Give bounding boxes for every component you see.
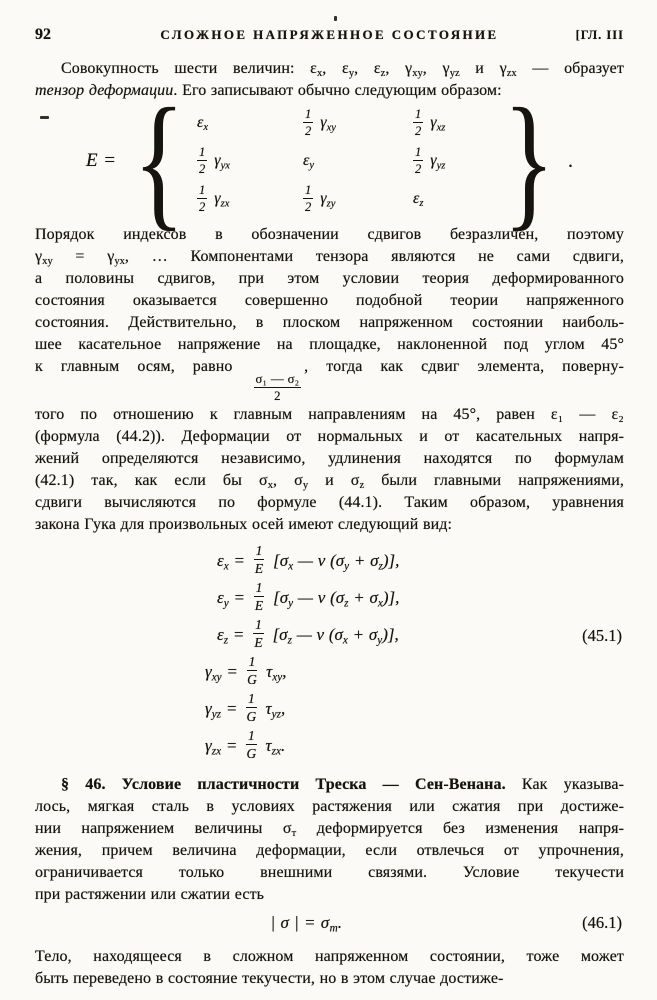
text-line: § 46. Условие пластичности Треска — Сен-Венана. Как указыва- bbox=[61, 775, 624, 793]
closing-paragraph bbox=[35, 946, 624, 990]
fraction: $\frac{1}{E}$ bbox=[254, 543, 264, 577]
text-line: жений определяются независимо, удлинения находятся по формулам bbox=[35, 449, 624, 467]
fraction: $\frac{1}{G}$ bbox=[246, 691, 257, 725]
scan-artifact-dot bbox=[334, 16, 337, 21]
text-line: тензор деформации. Его записывают обычно следующим образом: bbox=[35, 82, 502, 99]
left-brace: { bbox=[133, 78, 185, 244]
text-line: закона Гука для произвольных осей имеют следующий вид: bbox=[35, 515, 453, 533]
page-header bbox=[35, 26, 624, 48]
fraction: $\frac{1}{2}$ bbox=[199, 144, 206, 176]
text-line: $\gamma_{xy}$ = $\frac{1}{G}$ $\tau_{xy}$, bbox=[205, 654, 287, 688]
text-line: $\varepsilon_z$ = $\frac{1}{E}$ [$\sigma_z$ — ν $(\sigma_x + \sigma_y)$], bbox=[217, 617, 399, 651]
running-title: СЛОЖНОЕ НАПРЯЖЕННОЕ СОСТОЯНИЕ bbox=[160, 27, 499, 42]
text-line: лось, мягкая сталь в условиях растяжения или сжатия при достиже- bbox=[35, 797, 624, 815]
text-line: к главным осям, равно $\frac{\text{σ₁ — σ₂}}{2}$ , тогда как сдвиг элемента, поверну- bbox=[35, 358, 624, 404]
fraction: $\frac{1}{G}$ bbox=[246, 728, 257, 762]
matrix-cell: $\varepsilon_z$ bbox=[413, 190, 424, 210]
matrix-cell: $\frac{1}{2}$ $\gamma_{zx}$ bbox=[199, 182, 230, 214]
text-line: Тело, находящееся в сложном напряженном состоянии, тоже может bbox=[35, 947, 624, 965]
text-line: а половины сдвигов, при этом условии теория деформированного bbox=[35, 270, 624, 287]
equation-number-46-1: (46.1) bbox=[582, 912, 622, 932]
matrix-cell: $\frac{1}{2}$ $\gamma_{yx}$ bbox=[199, 144, 230, 176]
chapter-ref: [ГЛ. III bbox=[575, 28, 624, 42]
text-line: ограничивается только внешними связями. Условие текучести bbox=[35, 863, 624, 881]
text-line: состояния оказывается совершенно подобной теории напряженного bbox=[35, 292, 624, 309]
fraction: $\frac{1}{E}$ bbox=[254, 580, 264, 614]
yield-condition-formula: | σ | = $\sigma_т$. bbox=[270, 912, 343, 935]
normal-strain-equations bbox=[35, 542, 624, 653]
text-line: $\gamma_{yz}$ = $\frac{1}{G}$ $\tau_{yz}$, bbox=[205, 691, 286, 725]
fraction: $\frac{1}{2}$ bbox=[199, 182, 206, 214]
matrix-cell: $\frac{1}{2}$ $\gamma_{xy}$ bbox=[305, 106, 336, 138]
matrix-period: . bbox=[568, 149, 574, 172]
text-line: шее касательное напряжение на площадке, наклоненной под углом 45° bbox=[35, 336, 624, 353]
scan-artifact-dash bbox=[40, 116, 49, 119]
text-line: сдвиги вычисляются по формуле (44.1). Таким образом, уравнения bbox=[35, 493, 624, 511]
text-line: состояния. Действительно, в плоском напряженном состоянии наиболь- bbox=[35, 314, 624, 331]
text-line: $\varepsilon_x$ = $\frac{1}{E}$ [$\sigma_x$ — ν $(\sigma_y + \sigma_z)$], bbox=[217, 543, 400, 577]
shear-strain-equations bbox=[35, 653, 624, 764]
right-brace: } bbox=[503, 78, 555, 244]
text-line: того по отношению к главным направлениям на 45°, равен ε₁ — ε₂ bbox=[35, 405, 624, 423]
fraction: $\frac{1}{2}$ bbox=[305, 182, 312, 214]
text-line: $\gamma_{xy} = \gamma_{yx}$, … Компонентами тензора являются не сами сдвиги, bbox=[35, 248, 624, 268]
text-line: (формула (44.2)). Деформации от нормальных и от касательных напря- bbox=[35, 427, 624, 445]
matrix-cell: $\frac{1}{2}$ $\gamma_{xz}$ bbox=[415, 106, 446, 138]
text-line: при растяжении или сжатии есть bbox=[35, 885, 265, 903]
text-line: (42.1) так, как если бы $\sigma_x$, $\sigma_y$ и $\sigma_z$ были главными напряжениями, bbox=[35, 471, 624, 491]
text-line: быть переведено в состояние текучести, но в этом случае достиже- bbox=[35, 969, 504, 987]
page-number: 92 bbox=[35, 26, 51, 43]
fraction: $\frac{1}{2}$ bbox=[415, 144, 422, 176]
text-line: Совокупность шести величин: $\varepsilon_x$, $\varepsilon_y$, $\varepsilon_z$, $\gamma_{xy}$, $\gamma_{yz}$ и $\gamma_{zx}$ — образует bbox=[61, 60, 624, 80]
indices-paragraph bbox=[35, 224, 624, 536]
fraction: $\frac{1}{E}$ bbox=[254, 617, 263, 651]
fraction: $\frac{\text{σ₁ — σ₂}}{2}$ bbox=[255, 372, 300, 404]
text-line: Порядок индексов в обозначении сдвигов безразличен, поэтому bbox=[35, 226, 624, 243]
section-46-paragraph bbox=[35, 774, 624, 906]
hooke-law-equations bbox=[35, 542, 624, 764]
tensor-matrix-grid bbox=[197, 108, 487, 215]
matrix-cell: $\varepsilon_y$ bbox=[303, 152, 315, 172]
equation-number-45-1: (45.1) bbox=[582, 625, 622, 645]
text-line: $\varepsilon_y$ = $\frac{1}{E}$ [$\sigma_y$ — ν $(\sigma_z + \sigma_x)$], bbox=[217, 580, 400, 614]
matrix-cell: $\frac{1}{2}$ $\gamma_{zy}$ bbox=[305, 182, 336, 214]
text-line: жения, причем величина деформации, если отвлечься от упрочнения, bbox=[35, 841, 624, 859]
matrix-cell: $\frac{1}{2}$ $\gamma_{yz}$ bbox=[415, 144, 446, 176]
matrix-cell: $\varepsilon_x$ bbox=[197, 114, 209, 134]
text-line: нии напряжением величины $\sigma_т$ деформируется без изменения напря- bbox=[35, 819, 624, 839]
text-line: $\gamma_{zx}$ = $\frac{1}{G}$ $\tau_{zx}$. bbox=[205, 728, 286, 762]
fraction: $\frac{1}{G}$ bbox=[247, 654, 257, 688]
yield-condition bbox=[35, 908, 624, 938]
fraction: $\frac{1}{2}$ bbox=[305, 106, 312, 138]
matrix-lhs: E = bbox=[85, 150, 117, 171]
fraction: $\frac{1}{2}$ bbox=[415, 106, 422, 138]
